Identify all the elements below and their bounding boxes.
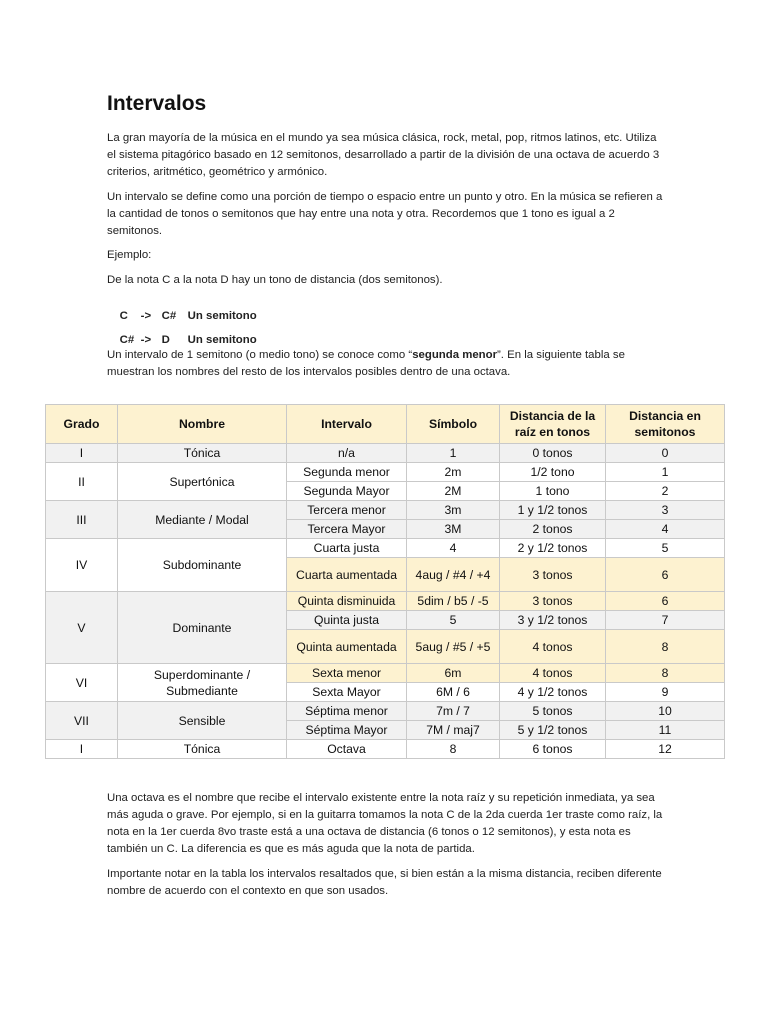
header-intervalo: Intervalo — [287, 405, 407, 444]
table-row — [46, 444, 725, 463]
tonos-cell: 2 tonos — [500, 520, 606, 539]
tonos-cell: 1 y 1/2 tonos — [500, 501, 606, 520]
tonos-cell: 1/2 tono — [500, 463, 606, 482]
simbolo-cell: 6M / 6 — [407, 683, 500, 702]
simbolo-cell: 6m — [407, 664, 500, 683]
nombre-cell: Superdominante / Submediante — [118, 664, 287, 702]
intro-paragraph: La gran mayoría de la música en el mundo ya sea música clásica, rock, metal, pop, ritmos latinos, etc. Utiliza el sistema pitagórico basado en 12 semitonos, desarrollado a partir de la división de una octava de acuerdo 3 criterios, aritmético, geométrico y armónico. — [107, 132, 660, 178]
table-header-row — [46, 405, 725, 444]
intervalo-cell: Séptima menor — [287, 702, 407, 721]
grado-cell: V — [46, 592, 118, 664]
tonos-cell: 4 tonos — [500, 630, 606, 664]
simbolo-cell: 1 — [407, 444, 500, 463]
highlight-note-paragraph: Importante notar en la tabla los intervalos resaltados que, si bien están a la misma distancia, reciben diferente nombre de acuerdo con el contexto en que son usados. — [107, 868, 662, 897]
table-row — [46, 702, 725, 721]
intervalo-cell: Séptima Mayor — [287, 721, 407, 740]
header-distancia-tonos: Distancia de la raíz en tonos — [500, 405, 606, 444]
table-row-highlighted — [46, 664, 725, 683]
example-from-note: C# — [119, 334, 135, 346]
tonos-cell: 0 tonos — [500, 444, 606, 463]
header-nombre: Nombre — [118, 405, 287, 444]
simbolo-cell: 2m — [407, 463, 500, 482]
intervalo-cell: Octava — [287, 740, 407, 759]
page-title: Intervalos — [107, 92, 207, 115]
intervalo-cell: Cuarta aumentada — [287, 558, 407, 592]
nombre-cell: Dominante — [118, 592, 287, 664]
nombre-cell: Supertónica — [118, 463, 287, 501]
semitonos-cell: 3 — [606, 501, 725, 520]
intervalo-cell: Quinta justa — [287, 611, 407, 630]
example-distance-label: Un semitono — [187, 310, 257, 322]
grado-cell: II — [46, 463, 118, 501]
intervalo-cell: n/a — [287, 444, 407, 463]
intervalo-cell: Segunda Mayor — [287, 482, 407, 501]
table-row — [46, 740, 725, 759]
semitonos-cell: 11 — [606, 721, 725, 740]
tonos-cell: 1 tono — [500, 482, 606, 501]
tonos-cell: 3 tonos — [500, 558, 606, 592]
example-from-note: C — [119, 310, 128, 322]
table-row — [46, 463, 725, 482]
semitonos-cell: 8 — [606, 630, 725, 664]
tonos-cell: 6 tonos — [500, 740, 606, 759]
definition-paragraph: Un intervalo se define como una porción de tiempo o espacio entre un punto y otro. En la música se refieren a la cantidad de tonos o semitonos que hay entre una nota y otra. Recordemos que 1 tono es igual a 2 semitonos. — [107, 191, 663, 237]
simbolo-cell: 7m / 7 — [407, 702, 500, 721]
nombre-cell: Tónica — [118, 444, 287, 463]
tonos-cell: 5 tonos — [500, 702, 606, 721]
table-row — [46, 501, 725, 520]
intervalo-cell: Sexta Mayor — [287, 683, 407, 702]
grado-cell: VII — [46, 702, 118, 740]
header-distancia-semitonos: Distancia en semitonos — [606, 405, 725, 444]
simbolo-cell: 3m — [407, 501, 500, 520]
example-label: Ejemplo: — [107, 249, 152, 261]
intervalo-cell: Tercera Mayor — [287, 520, 407, 539]
semitonos-cell: 2 — [606, 482, 725, 501]
grado-cell: I — [46, 740, 118, 759]
table-row-highlighted — [46, 592, 725, 611]
octave-paragraph: Una octava es el nombre que recibe el intervalo existente entre la nota raíz y su repetición inmediata, ya sea más aguda o grave. Por ejemplo, si en la guitarra tomamos la nota C de la 2da cuerda 1er traste como raíz, la nota en la 1er cuerda 8vo traste está a una octava de distancia (6 tonos o 12 semitonos), y esta nota es también un C. La diferencia es que es más aguda que la nota de partida. — [107, 792, 663, 855]
intervalo-cell: Cuarta justa — [287, 539, 407, 558]
grado-cell: III — [46, 501, 118, 539]
simbolo-cell: 5 — [407, 611, 500, 630]
example-arrow: -> — [140, 310, 152, 322]
grado-cell: I — [46, 444, 118, 463]
table-row — [46, 539, 725, 558]
semitonos-cell: 9 — [606, 683, 725, 702]
tonos-cell: 4 y 1/2 tonos — [500, 683, 606, 702]
intervalo-cell: Quinta disminuida — [287, 592, 407, 611]
simbolo-cell: 8 — [407, 740, 500, 759]
semitonos-cell: 7 — [606, 611, 725, 630]
grado-cell: VI — [46, 664, 118, 702]
semitonos-cell: 0 — [606, 444, 725, 463]
simbolo-cell: 5aug / #5 / +5 — [407, 630, 500, 664]
semitonos-cell: 6 — [606, 558, 725, 592]
example-arrow: -> — [140, 334, 152, 346]
example-text: De la nota C a la nota D hay un tono de distancia (dos semitonos). — [107, 274, 443, 286]
nombre-cell: Tónica — [118, 740, 287, 759]
segunda-menor-term: segunda menor — [412, 349, 497, 361]
semitonos-cell: 10 — [606, 702, 725, 721]
tonos-cell: 3 y 1/2 tonos — [500, 611, 606, 630]
semitonos-cell: 6 — [606, 592, 725, 611]
nombre-cell: Subdominante — [118, 539, 287, 592]
nombre-cell: Sensible — [118, 702, 287, 740]
intervalo-cell: Segunda menor — [287, 463, 407, 482]
simbolo-cell: 5dim / b5 / -5 — [407, 592, 500, 611]
simbolo-cell: 4aug / #4 / +4 — [407, 558, 500, 592]
intervals-table — [45, 404, 725, 759]
header-simbolo: Símbolo — [407, 405, 500, 444]
example-to-note: C# — [161, 310, 177, 322]
semitone-paragraph: Un intervalo de 1 semitono (o medio tono) se conoce como “segunda menor”. En la siguiente tabla se muestran los nombres del resto de los intervalos posibles dentro de una octava. — [107, 349, 625, 378]
intervalo-cell: Sexta menor — [287, 664, 407, 683]
semitonos-cell: 4 — [606, 520, 725, 539]
intervalo-cell: Tercera menor — [287, 501, 407, 520]
tonos-cell: 4 tonos — [500, 664, 606, 683]
simbolo-cell: 7M / maj7 — [407, 721, 500, 740]
header-grado: Grado — [46, 405, 118, 444]
tonos-cell: 3 tonos — [500, 592, 606, 611]
example-distance-label: Un semitono — [187, 334, 257, 346]
nombre-cell: Mediante / Modal — [118, 501, 287, 539]
simbolo-cell: 3M — [407, 520, 500, 539]
tonos-cell: 5 y 1/2 tonos — [500, 721, 606, 740]
intervalo-cell: Quinta aumentada — [287, 630, 407, 664]
semitonos-cell: 1 — [606, 463, 725, 482]
simbolo-cell: 2M — [407, 482, 500, 501]
semitonos-cell: 5 — [606, 539, 725, 558]
semitonos-cell: 8 — [606, 664, 725, 683]
grado-cell: IV — [46, 539, 118, 592]
simbolo-cell: 4 — [407, 539, 500, 558]
semitonos-cell: 12 — [606, 740, 725, 759]
example-to-note: D — [161, 334, 170, 346]
tonos-cell: 2 y 1/2 tonos — [500, 539, 606, 558]
